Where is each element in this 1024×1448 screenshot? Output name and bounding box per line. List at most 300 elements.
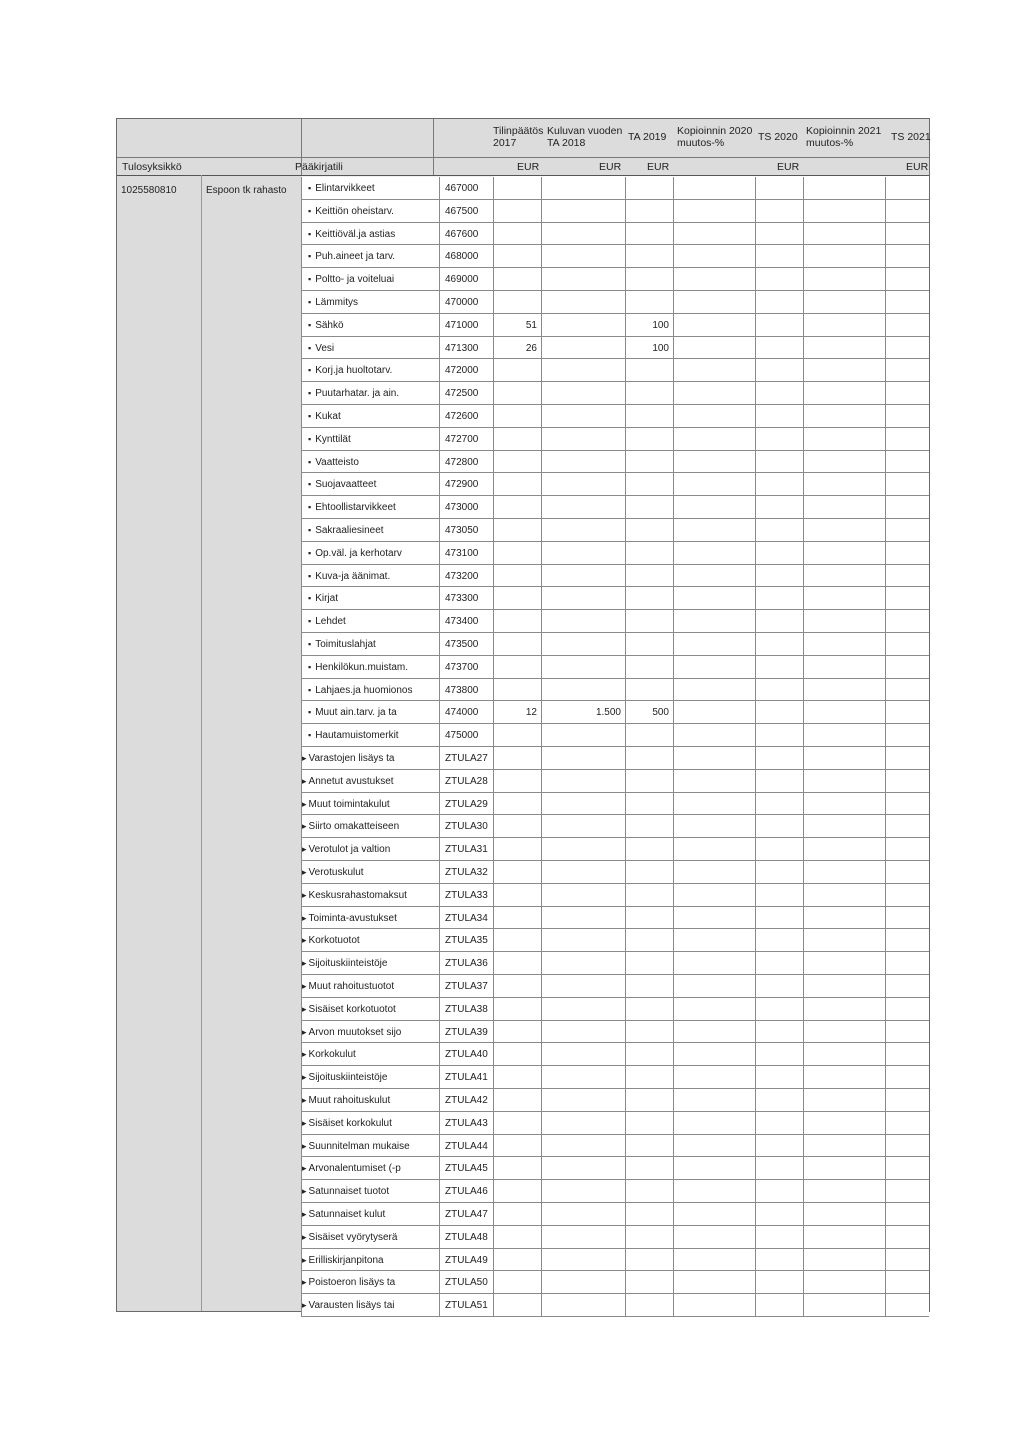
value-cell[interactable] bbox=[625, 884, 673, 907]
expand-arrow-icon[interactable]: ▸ bbox=[302, 1117, 307, 1128]
value-cell[interactable] bbox=[673, 337, 755, 360]
account-name-cell[interactable] bbox=[301, 998, 439, 1021]
value-cell[interactable] bbox=[673, 1249, 755, 1272]
value-cell[interactable] bbox=[493, 793, 541, 816]
account-name-cell[interactable] bbox=[301, 496, 439, 519]
value-cell[interactable] bbox=[541, 177, 625, 200]
value-cell[interactable] bbox=[625, 405, 673, 428]
expand-arrow-icon[interactable]: ▸ bbox=[302, 889, 307, 900]
value-cell[interactable] bbox=[493, 359, 541, 382]
value-cell[interactable] bbox=[755, 245, 803, 268]
value-cell[interactable] bbox=[673, 907, 755, 930]
value-cell[interactable] bbox=[625, 1021, 673, 1044]
value-cell[interactable] bbox=[885, 587, 929, 610]
value-cell[interactable] bbox=[885, 884, 929, 907]
value-cell[interactable] bbox=[755, 291, 803, 314]
value-cell[interactable] bbox=[493, 952, 541, 975]
value-cell[interactable] bbox=[541, 428, 625, 451]
value-cell[interactable] bbox=[625, 1271, 673, 1294]
account-name-cell[interactable] bbox=[301, 1271, 439, 1294]
value-cell[interactable] bbox=[755, 952, 803, 975]
expand-arrow-icon[interactable]: ▸ bbox=[302, 1163, 307, 1174]
account-name-cell[interactable] bbox=[301, 587, 439, 610]
value-cell[interactable] bbox=[673, 679, 755, 702]
value-cell[interactable] bbox=[803, 975, 885, 998]
value-cell[interactable] bbox=[541, 838, 625, 861]
account-name-cell[interactable] bbox=[301, 633, 439, 656]
value-cell[interactable] bbox=[755, 1043, 803, 1066]
value-cell[interactable] bbox=[803, 382, 885, 405]
value-cell[interactable] bbox=[541, 610, 625, 633]
value-cell[interactable] bbox=[541, 679, 625, 702]
value-cell[interactable] bbox=[625, 770, 673, 793]
value-cell[interactable] bbox=[885, 838, 929, 861]
value-cell[interactable] bbox=[885, 359, 929, 382]
value-cell[interactable] bbox=[493, 1066, 541, 1089]
value-cell[interactable] bbox=[625, 1203, 673, 1226]
value-cell[interactable] bbox=[673, 473, 755, 496]
value-cell[interactable] bbox=[673, 1180, 755, 1203]
value-cell[interactable] bbox=[625, 291, 673, 314]
value-cell[interactable] bbox=[885, 1089, 929, 1112]
value-cell[interactable] bbox=[541, 747, 625, 770]
value-cell[interactable] bbox=[625, 815, 673, 838]
value-cell[interactable] bbox=[493, 998, 541, 1021]
value-cell[interactable] bbox=[803, 793, 885, 816]
value-cell[interactable] bbox=[541, 1180, 625, 1203]
value-cell[interactable] bbox=[625, 223, 673, 246]
expand-arrow-icon[interactable]: ▸ bbox=[302, 1072, 307, 1083]
value-cell[interactable] bbox=[673, 1135, 755, 1158]
account-name-cell[interactable] bbox=[301, 975, 439, 998]
value-cell[interactable] bbox=[803, 1135, 885, 1158]
account-name-cell[interactable] bbox=[301, 1157, 439, 1180]
account-name-cell[interactable] bbox=[301, 929, 439, 952]
value-cell[interactable] bbox=[541, 451, 625, 474]
value-cell[interactable] bbox=[625, 975, 673, 998]
value-cell[interactable] bbox=[885, 861, 929, 884]
value-cell[interactable] bbox=[755, 884, 803, 907]
value-cell[interactable] bbox=[885, 314, 929, 337]
value-cell[interactable] bbox=[625, 245, 673, 268]
value-cell[interactable] bbox=[673, 1043, 755, 1066]
value-cell[interactable] bbox=[625, 929, 673, 952]
value-cell[interactable] bbox=[803, 519, 885, 542]
account-name-cell[interactable] bbox=[301, 542, 439, 565]
value-cell[interactable] bbox=[493, 542, 541, 565]
value-cell[interactable] bbox=[803, 1249, 885, 1272]
value-cell[interactable] bbox=[673, 929, 755, 952]
value-cell[interactable] bbox=[673, 770, 755, 793]
value-cell[interactable] bbox=[541, 724, 625, 747]
value-cell[interactable] bbox=[885, 337, 929, 360]
value-cell[interactable] bbox=[885, 519, 929, 542]
value-cell[interactable] bbox=[803, 952, 885, 975]
value-cell[interactable] bbox=[755, 200, 803, 223]
value-cell[interactable] bbox=[493, 656, 541, 679]
value-cell[interactable] bbox=[493, 451, 541, 474]
value-cell[interactable] bbox=[493, 314, 541, 337]
value-cell[interactable] bbox=[625, 428, 673, 451]
value-cell[interactable] bbox=[541, 1066, 625, 1089]
value-cell[interactable] bbox=[541, 975, 625, 998]
value-cell[interactable] bbox=[755, 382, 803, 405]
value-cell[interactable] bbox=[803, 929, 885, 952]
value-cell[interactable] bbox=[803, 587, 885, 610]
value-cell[interactable] bbox=[673, 1226, 755, 1249]
account-name-cell[interactable] bbox=[301, 952, 439, 975]
value-cell[interactable] bbox=[625, 1294, 673, 1317]
value-cell[interactable] bbox=[755, 314, 803, 337]
expand-arrow-icon[interactable]: ▸ bbox=[302, 1277, 307, 1288]
value-cell[interactable] bbox=[885, 473, 929, 496]
value-cell[interactable] bbox=[803, 451, 885, 474]
value-cell[interactable] bbox=[625, 359, 673, 382]
account-name-cell[interactable] bbox=[301, 405, 439, 428]
value-cell[interactable] bbox=[541, 200, 625, 223]
value-cell[interactable] bbox=[803, 405, 885, 428]
value-cell[interactable] bbox=[803, 1226, 885, 1249]
value-cell[interactable] bbox=[755, 587, 803, 610]
value-cell[interactable] bbox=[755, 496, 803, 519]
value-cell[interactable] bbox=[541, 223, 625, 246]
expand-arrow-icon[interactable]: ▸ bbox=[302, 821, 307, 832]
value-cell[interactable] bbox=[803, 291, 885, 314]
value-cell[interactable] bbox=[493, 861, 541, 884]
expand-arrow-icon[interactable]: ▸ bbox=[302, 844, 307, 855]
value-cell[interactable] bbox=[541, 405, 625, 428]
value-cell[interactable] bbox=[755, 701, 803, 724]
value-cell[interactable] bbox=[673, 998, 755, 1021]
value-cell[interactable] bbox=[541, 861, 625, 884]
value-cell[interactable] bbox=[755, 1294, 803, 1317]
value-cell[interactable] bbox=[885, 1021, 929, 1044]
value-cell[interactable] bbox=[541, 656, 625, 679]
account-name-cell[interactable] bbox=[301, 223, 439, 246]
value-cell[interactable] bbox=[625, 724, 673, 747]
value-cell[interactable] bbox=[885, 1112, 929, 1135]
value-cell[interactable] bbox=[673, 1089, 755, 1112]
value-cell[interactable] bbox=[755, 929, 803, 952]
value-cell[interactable] bbox=[755, 565, 803, 588]
value-cell[interactable] bbox=[625, 793, 673, 816]
account-name-cell[interactable] bbox=[301, 1112, 439, 1135]
value-cell[interactable] bbox=[673, 519, 755, 542]
value-cell[interactable] bbox=[493, 200, 541, 223]
value-cell[interactable] bbox=[541, 793, 625, 816]
value-cell[interactable] bbox=[803, 610, 885, 633]
value-cell[interactable] bbox=[755, 1021, 803, 1044]
value-cell[interactable] bbox=[541, 291, 625, 314]
value-cell[interactable] bbox=[493, 405, 541, 428]
account-name-cell[interactable] bbox=[301, 679, 439, 702]
value-cell[interactable] bbox=[885, 770, 929, 793]
value-cell[interactable] bbox=[673, 747, 755, 770]
value-cell[interactable] bbox=[541, 359, 625, 382]
value-cell[interactable] bbox=[541, 1135, 625, 1158]
account-name-cell[interactable] bbox=[301, 245, 439, 268]
account-name-cell[interactable] bbox=[301, 1203, 439, 1226]
value-cell[interactable] bbox=[755, 1112, 803, 1135]
value-cell[interactable] bbox=[885, 1226, 929, 1249]
value-cell[interactable] bbox=[541, 884, 625, 907]
value-cell[interactable] bbox=[803, 177, 885, 200]
value-cell[interactable] bbox=[625, 565, 673, 588]
value-cell[interactable] bbox=[755, 679, 803, 702]
value-cell[interactable] bbox=[803, 1157, 885, 1180]
value-cell[interactable] bbox=[673, 1157, 755, 1180]
value-cell[interactable] bbox=[755, 1157, 803, 1180]
value-cell[interactable] bbox=[803, 633, 885, 656]
value-cell[interactable] bbox=[885, 1249, 929, 1272]
value-cell[interactable] bbox=[755, 1066, 803, 1089]
value-cell[interactable] bbox=[673, 245, 755, 268]
value-cell[interactable] bbox=[625, 587, 673, 610]
account-name-cell[interactable] bbox=[301, 473, 439, 496]
value-cell[interactable] bbox=[493, 1271, 541, 1294]
value-cell[interactable] bbox=[493, 679, 541, 702]
value-cell[interactable] bbox=[803, 724, 885, 747]
value-cell[interactable] bbox=[885, 952, 929, 975]
value-cell[interactable] bbox=[885, 1294, 929, 1317]
value-cell[interactable] bbox=[885, 542, 929, 565]
value-cell[interactable] bbox=[755, 1180, 803, 1203]
value-cell[interactable] bbox=[673, 1271, 755, 1294]
value-cell[interactable] bbox=[493, 496, 541, 519]
value-cell[interactable] bbox=[541, 519, 625, 542]
value-cell[interactable] bbox=[625, 1089, 673, 1112]
expand-arrow-icon[interactable]: ▸ bbox=[302, 1095, 307, 1105]
account-name-cell[interactable] bbox=[301, 884, 439, 907]
value-cell[interactable] bbox=[885, 565, 929, 588]
value-cell[interactable] bbox=[541, 952, 625, 975]
value-cell[interactable] bbox=[885, 907, 929, 930]
value-cell[interactable] bbox=[803, 359, 885, 382]
value-cell[interactable] bbox=[755, 975, 803, 998]
value-cell[interactable] bbox=[541, 1226, 625, 1249]
value-cell[interactable] bbox=[803, 1203, 885, 1226]
value-cell[interactable] bbox=[803, 884, 885, 907]
value-cell[interactable] bbox=[803, 1043, 885, 1066]
expand-arrow-icon[interactable]: ▸ bbox=[302, 1209, 307, 1219]
value-cell[interactable] bbox=[541, 268, 625, 291]
value-cell[interactable] bbox=[493, 1203, 541, 1226]
value-cell[interactable] bbox=[885, 724, 929, 747]
value-cell[interactable] bbox=[541, 1157, 625, 1180]
account-name-cell[interactable] bbox=[301, 1294, 439, 1317]
value-cell[interactable] bbox=[493, 815, 541, 838]
value-cell[interactable] bbox=[803, 861, 885, 884]
value-cell[interactable] bbox=[625, 382, 673, 405]
account-name-cell[interactable] bbox=[301, 770, 439, 793]
value-cell[interactable] bbox=[493, 1294, 541, 1317]
value-cell[interactable] bbox=[541, 542, 625, 565]
value-cell[interactable] bbox=[755, 724, 803, 747]
value-cell[interactable] bbox=[755, 633, 803, 656]
value-cell[interactable] bbox=[673, 701, 755, 724]
value-cell[interactable] bbox=[885, 633, 929, 656]
value-cell[interactable] bbox=[673, 314, 755, 337]
value-cell[interactable] bbox=[493, 884, 541, 907]
value-cell[interactable] bbox=[803, 1066, 885, 1089]
value-cell[interactable] bbox=[625, 656, 673, 679]
value-cell[interactable] bbox=[673, 1066, 755, 1089]
value-cell[interactable] bbox=[541, 1203, 625, 1226]
account-name-cell[interactable] bbox=[301, 565, 439, 588]
value-cell[interactable] bbox=[625, 1066, 673, 1089]
value-cell[interactable] bbox=[493, 177, 541, 200]
expand-arrow-icon[interactable]: ▸ bbox=[302, 1049, 307, 1060]
value-cell[interactable] bbox=[625, 268, 673, 291]
value-cell[interactable] bbox=[803, 1294, 885, 1317]
account-name-cell[interactable] bbox=[301, 1180, 439, 1203]
value-cell[interactable] bbox=[885, 200, 929, 223]
value-cell[interactable] bbox=[673, 793, 755, 816]
account-name-cell[interactable] bbox=[301, 747, 439, 770]
value-cell[interactable] bbox=[885, 998, 929, 1021]
value-cell[interactable] bbox=[673, 428, 755, 451]
value-cell[interactable] bbox=[755, 268, 803, 291]
expand-arrow-icon[interactable]: ▸ bbox=[302, 1003, 307, 1014]
value-cell[interactable] bbox=[493, 268, 541, 291]
expand-arrow-icon[interactable]: ▸ bbox=[302, 867, 307, 877]
value-cell[interactable] bbox=[803, 701, 885, 724]
value-cell[interactable] bbox=[625, 1226, 673, 1249]
value-cell[interactable] bbox=[803, 337, 885, 360]
value-cell[interactable] bbox=[673, 1203, 755, 1226]
value-cell[interactable] bbox=[625, 701, 673, 724]
value-cell[interactable] bbox=[885, 291, 929, 314]
value-cell[interactable] bbox=[541, 382, 625, 405]
value-cell[interactable] bbox=[493, 1157, 541, 1180]
account-name-cell[interactable] bbox=[301, 177, 439, 200]
value-cell[interactable] bbox=[625, 998, 673, 1021]
account-name-cell[interactable] bbox=[301, 907, 439, 930]
value-cell[interactable] bbox=[673, 633, 755, 656]
value-cell[interactable] bbox=[673, 200, 755, 223]
account-name-cell[interactable] bbox=[301, 268, 439, 291]
value-cell[interactable] bbox=[625, 177, 673, 200]
value-cell[interactable] bbox=[625, 861, 673, 884]
value-cell[interactable] bbox=[803, 1089, 885, 1112]
account-name-cell[interactable] bbox=[301, 1249, 439, 1272]
account-name-cell[interactable] bbox=[301, 291, 439, 314]
value-cell[interactable] bbox=[541, 929, 625, 952]
value-cell[interactable] bbox=[885, 428, 929, 451]
expand-arrow-icon[interactable]: ▸ bbox=[302, 798, 307, 809]
value-cell[interactable] bbox=[493, 337, 541, 360]
value-cell[interactable] bbox=[493, 907, 541, 930]
value-cell[interactable] bbox=[803, 223, 885, 246]
value-cell[interactable] bbox=[625, 952, 673, 975]
value-cell[interactable] bbox=[673, 610, 755, 633]
value-cell[interactable] bbox=[755, 610, 803, 633]
value-cell[interactable] bbox=[673, 223, 755, 246]
value-cell[interactable] bbox=[885, 223, 929, 246]
account-name-cell[interactable] bbox=[301, 701, 439, 724]
value-cell[interactable] bbox=[625, 473, 673, 496]
value-cell[interactable] bbox=[493, 1249, 541, 1272]
value-cell[interactable] bbox=[755, 770, 803, 793]
value-cell[interactable] bbox=[755, 1135, 803, 1158]
account-name-cell[interactable] bbox=[301, 200, 439, 223]
value-cell[interactable] bbox=[755, 656, 803, 679]
value-cell[interactable] bbox=[493, 565, 541, 588]
value-cell[interactable] bbox=[625, 496, 673, 519]
account-name-cell[interactable] bbox=[301, 1226, 439, 1249]
value-cell[interactable] bbox=[541, 565, 625, 588]
value-cell[interactable] bbox=[885, 701, 929, 724]
value-cell[interactable] bbox=[541, 245, 625, 268]
account-name-cell[interactable] bbox=[301, 861, 439, 884]
account-name-cell[interactable] bbox=[301, 1135, 439, 1158]
value-cell[interactable] bbox=[885, 815, 929, 838]
account-name-cell[interactable] bbox=[301, 428, 439, 451]
account-name-cell[interactable] bbox=[301, 1089, 439, 1112]
account-name-cell[interactable] bbox=[301, 314, 439, 337]
value-cell[interactable] bbox=[885, 268, 929, 291]
value-cell[interactable] bbox=[493, 1021, 541, 1044]
value-cell[interactable] bbox=[885, 747, 929, 770]
value-cell[interactable] bbox=[885, 975, 929, 998]
value-cell[interactable] bbox=[493, 519, 541, 542]
expand-arrow-icon[interactable]: ▸ bbox=[302, 1231, 307, 1242]
expand-arrow-icon[interactable]: ▸ bbox=[302, 958, 307, 969]
value-cell[interactable] bbox=[755, 473, 803, 496]
value-cell[interactable] bbox=[625, 451, 673, 474]
value-cell[interactable] bbox=[493, 382, 541, 405]
expand-arrow-icon[interactable]: ▸ bbox=[302, 775, 307, 786]
value-cell[interactable] bbox=[803, 200, 885, 223]
value-cell[interactable] bbox=[803, 838, 885, 861]
value-cell[interactable] bbox=[541, 1249, 625, 1272]
value-cell[interactable] bbox=[493, 975, 541, 998]
value-cell[interactable] bbox=[541, 1089, 625, 1112]
value-cell[interactable] bbox=[541, 1021, 625, 1044]
value-cell[interactable] bbox=[755, 1089, 803, 1112]
value-cell[interactable] bbox=[755, 1271, 803, 1294]
value-cell[interactable] bbox=[625, 1043, 673, 1066]
value-cell[interactable] bbox=[493, 633, 541, 656]
value-cell[interactable] bbox=[673, 861, 755, 884]
value-cell[interactable] bbox=[541, 770, 625, 793]
value-cell[interactable] bbox=[673, 177, 755, 200]
value-cell[interactable] bbox=[803, 314, 885, 337]
value-cell[interactable] bbox=[625, 679, 673, 702]
value-cell[interactable] bbox=[673, 1112, 755, 1135]
value-cell[interactable] bbox=[755, 177, 803, 200]
value-cell[interactable] bbox=[673, 268, 755, 291]
value-cell[interactable] bbox=[885, 610, 929, 633]
expand-arrow-icon[interactable]: ▸ bbox=[302, 935, 307, 946]
value-cell[interactable] bbox=[493, 701, 541, 724]
value-cell[interactable] bbox=[885, 1271, 929, 1294]
account-name-cell[interactable] bbox=[301, 610, 439, 633]
value-cell[interactable] bbox=[803, 268, 885, 291]
value-cell[interactable] bbox=[885, 451, 929, 474]
value-cell[interactable] bbox=[541, 1112, 625, 1135]
value-cell[interactable] bbox=[673, 405, 755, 428]
value-cell[interactable] bbox=[885, 245, 929, 268]
value-cell[interactable] bbox=[541, 633, 625, 656]
value-cell[interactable] bbox=[755, 815, 803, 838]
value-cell[interactable] bbox=[885, 382, 929, 405]
value-cell[interactable] bbox=[803, 907, 885, 930]
value-cell[interactable] bbox=[885, 1157, 929, 1180]
account-name-cell[interactable] bbox=[301, 359, 439, 382]
value-cell[interactable] bbox=[673, 359, 755, 382]
value-cell[interactable] bbox=[493, 291, 541, 314]
